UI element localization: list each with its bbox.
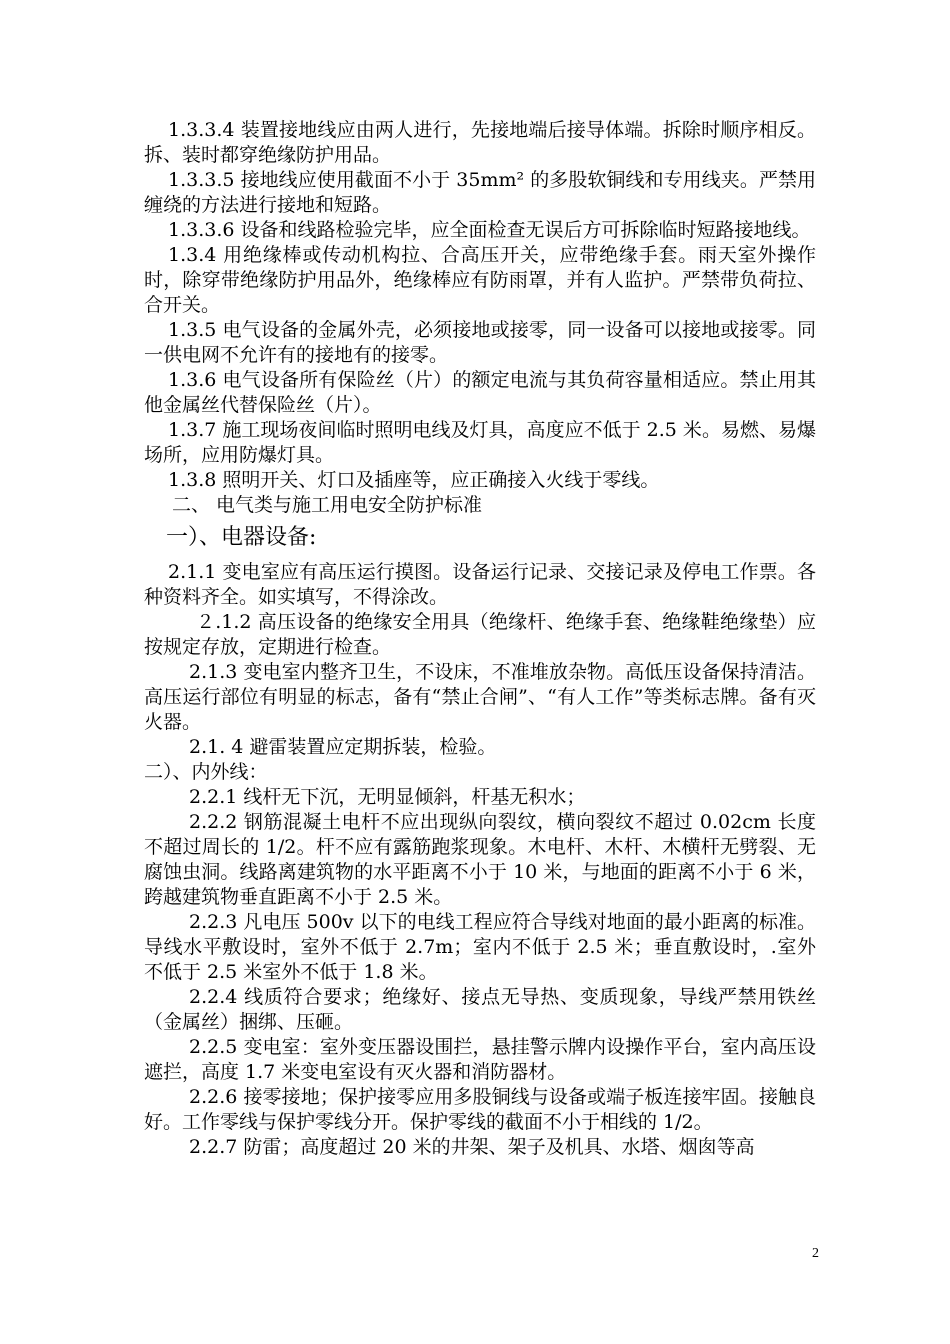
paragraph-1-3-3-4: 1.3.3.4 装置接地线应由两人进行，先接地端后接导体端。拆除时顺序相反。拆、装时都穿绝缘防护用品。 — [144, 119, 816, 166]
paragraph-1-3-8: 1.3.8 照明开关、灯口及插座等，应正确接入火线于零线。 — [168, 469, 660, 491]
paragraph-2-2-6: 2.2.6 接零接地；保护接零应用多股铜线与设备或端子板连接牢固。接触良好。工作零线与保护零线分开。保护零线的截面不小于相线的 1/2。 — [144, 1086, 816, 1133]
section-heading-2: 二、 电气类与施工用电安全防护标准 — [172, 494, 483, 516]
paragraph-1-3-3-6: 1.3.3.6 设备和线路检验完毕，应全面检查无误后方可拆除临时短路接地线。 — [168, 219, 811, 241]
document-body — [144, 118, 816, 1160]
paragraph-2-2-3: 2.2.3 凡电压 500v 以下的电线工程应符合导线对地面的最小距离的标准。导线水平敷设时，室外不低于 2.7m；室内不低于 2.5 米；垂直敷设时，.室外不低于 2.5 米室外不低于 1.8 米。 — [144, 911, 816, 983]
paragraph-2-1-1: 2.1.1 变电室应有高压运行摸图。设备运行记录、交接记录及停电工作票。各种资料齐全。如实填写，不得涂改。 — [144, 561, 816, 608]
paragraph-1-3-7: 1.3.7 施工现场夜间临时照明电线及灯具，高度应不低于 2.5 米。易燃、易爆场所，应用防爆灯具。 — [144, 419, 816, 466]
paragraph-2-2-5: 2.2.5 变电室：室外变压器设围拦，悬挂警示牌内设操作平台，室内高压设遮拦，高度 1.7 米变电室设有灭火器和消防器材。 — [144, 1036, 816, 1083]
paragraph-1-3-4: 1.3.4 用绝缘棒或传动机构拉、合高压开关，应带绝缘手套。雨天室外操作时，除穿带绝缘防护用品外，绝缘棒应有防雨罩，并有人监护。严禁带负荷拉、合开关。 — [144, 244, 816, 316]
paragraph-2-2-4: 2.2.4 线质符合要求；绝缘好、接点无导热、变质现象，导线严禁用铁丝（金属丝）捆绑、压砸。 — [144, 986, 816, 1033]
paragraph-2-2-7: 2.2.7 防雷；高度超过 20 米的井架、架子及机具、水塔、烟囱等高 — [189, 1136, 755, 1158]
paragraph-2-2-2: 2.2.2 钢筋混凝土电杆不应出现纵向裂纹，横向裂纹不超过 0.02cm 长度不超过周长的 1/2。杆不应有露筋跑浆现象。木电杆、木杆、木横杆无劈裂、无腐蚀虫洞。线路离建筑物的水平距离不小于 10 米，与地面的距离不小于 6 米，跨越建筑物垂直距离不小于 2.5 米。 — [144, 811, 816, 908]
subsection-heading-wiring: 二）、内外线： — [144, 761, 268, 783]
subsection-heading-electrical-equipment: 一）、电器设备: — [166, 525, 317, 550]
paragraph-2-1-4: 2.1. 4 避雷装置应定期拆装，检验。 — [189, 736, 497, 758]
page-number: 2 — [812, 1246, 819, 1261]
paragraph-1-3-6: 1.3.6 电气设备所有保险丝（片）的额定电流与其负荷容量相适应。禁止用其他金属丝代替保险丝（片）。 — [144, 369, 816, 416]
paragraph-1-3-3-5: 1.3.3.5 接地线应使用截面不小于 35mm² 的多股软铜线和专用线夹。严禁用缠绕的方法进行接地和短路。 — [144, 169, 816, 216]
paragraph-2-1-3: 2.1.3 变电室内整齐卫生，不设床，不准堆放杂物。高低压设备保持清洁。高压运行部位有明显的标志，备有“禁止合闸”、“有人工作”等类标志牌。备有灭火器。 — [144, 661, 816, 733]
paragraph-1-3-5: 1.3.5 电气设备的金属外壳，必须接地或接零，同一设备可以接地或接零。同一供电网不允许有的接地有的接零。 — [144, 319, 816, 366]
paragraph-2-1-2: ２.1.2 高压设备的绝缘安全用具（绝缘杆、绝缘手套、绝缘鞋绝缘垫）应按规定存放，定期进行检查。 — [144, 611, 816, 658]
paragraph-2-2-1: 2.2.1 线杆无下沉，无明显倾斜，杆基无积水； — [189, 786, 586, 808]
